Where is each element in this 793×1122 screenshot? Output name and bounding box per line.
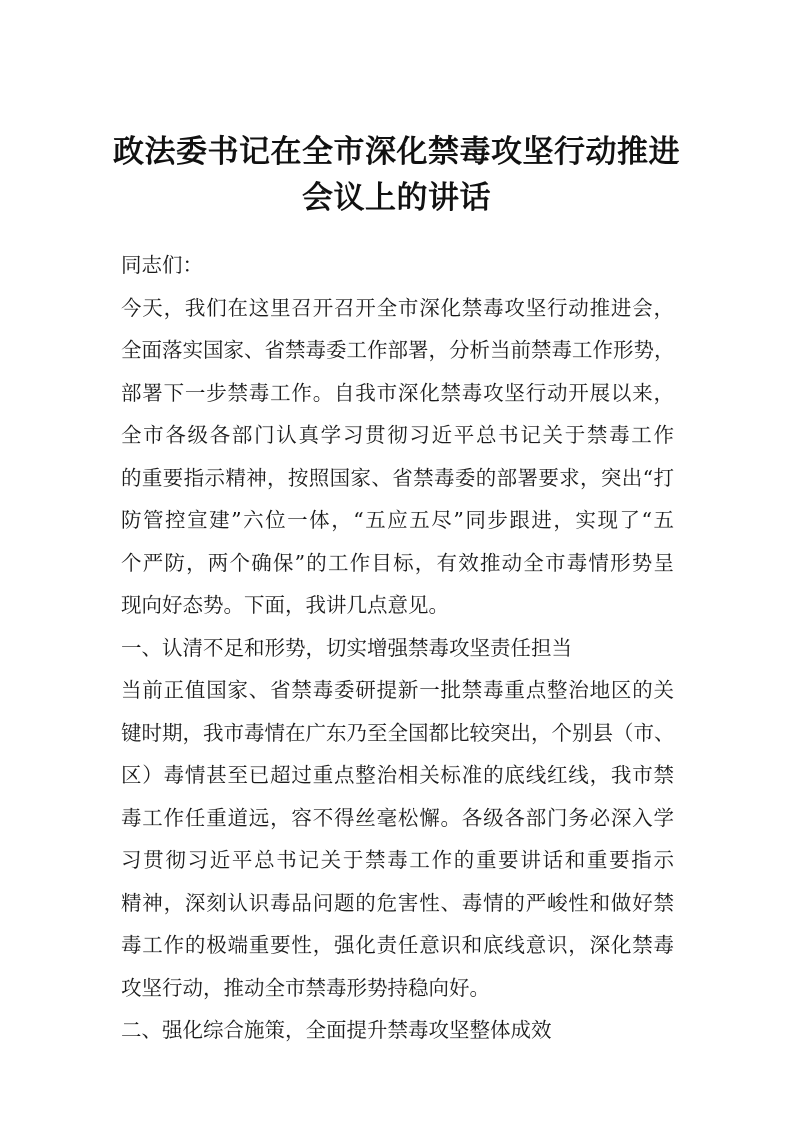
body-line: 全面落实国家、省禁毒委工作部署，分析当前禁毒工作形势， [121, 338, 675, 362]
body-line: 个严防，两个确保”的工作目标，有效推动全市毒情形势呈 [121, 551, 674, 575]
document-title-line-1: 政法委书记在全市深化禁毒攻坚行动推进 [113, 134, 680, 170]
body-line: 的重要指示精神，按照国家、省禁毒委的部署要求，突出“打 [121, 466, 674, 490]
body-line: 部署下一步禁毒工作。自我市深化禁毒攻坚行动开展以来， [121, 381, 674, 405]
body-line: 防管控宣建”六位一体，“五应五尽”同步跟进，实现了“五 [121, 508, 674, 532]
salutation: 同志们： [121, 253, 203, 277]
body-line: 习贯彻习近平总书记关于禁毒工作的重要讲话和重要指示 [121, 848, 674, 872]
body-line: 毒工作任重道远，容不得丝毫松懈。各级各部门务必深入学 [121, 806, 674, 830]
body-line: 全市各级各部门认真学习贯彻习近平总书记关于禁毒工作 [121, 423, 674, 447]
body-line: 区）毒情甚至已超过重点整治相关标准的底线红线，我市禁 [121, 763, 674, 787]
body-line: 今天，我们在这里召开召开全市深化禁毒攻坚行动推进会， [121, 296, 674, 320]
body-line: 现向好态势。下面，我讲几点意见。 [121, 593, 449, 617]
body-line: 键时期，我市毒情在广东乃至全国都比较突出，个别县（市、 [121, 721, 675, 745]
document-title-line-2: 会议上的讲话 [302, 180, 491, 216]
section-heading-2: 二、强化综合施策，全面提升禁毒攻坚整体成效 [121, 1018, 552, 1042]
body-line: 毒工作的极端重要性，强化责任意识和底线意识，深化禁毒 [121, 933, 674, 957]
body-line: 当前正值国家、省禁毒委研提新一批禁毒重点整治地区的关 [121, 678, 674, 702]
body-line: 攻坚行动，推动全市禁毒形势持稳向好。 [121, 976, 490, 1000]
body-line: 精神，深刻认识毒品问题的危害性、毒情的严峻性和做好禁 [121, 891, 674, 915]
section-heading-1: 一、认清不足和形势，切实增强禁毒攻坚责任担当 [121, 636, 572, 660]
